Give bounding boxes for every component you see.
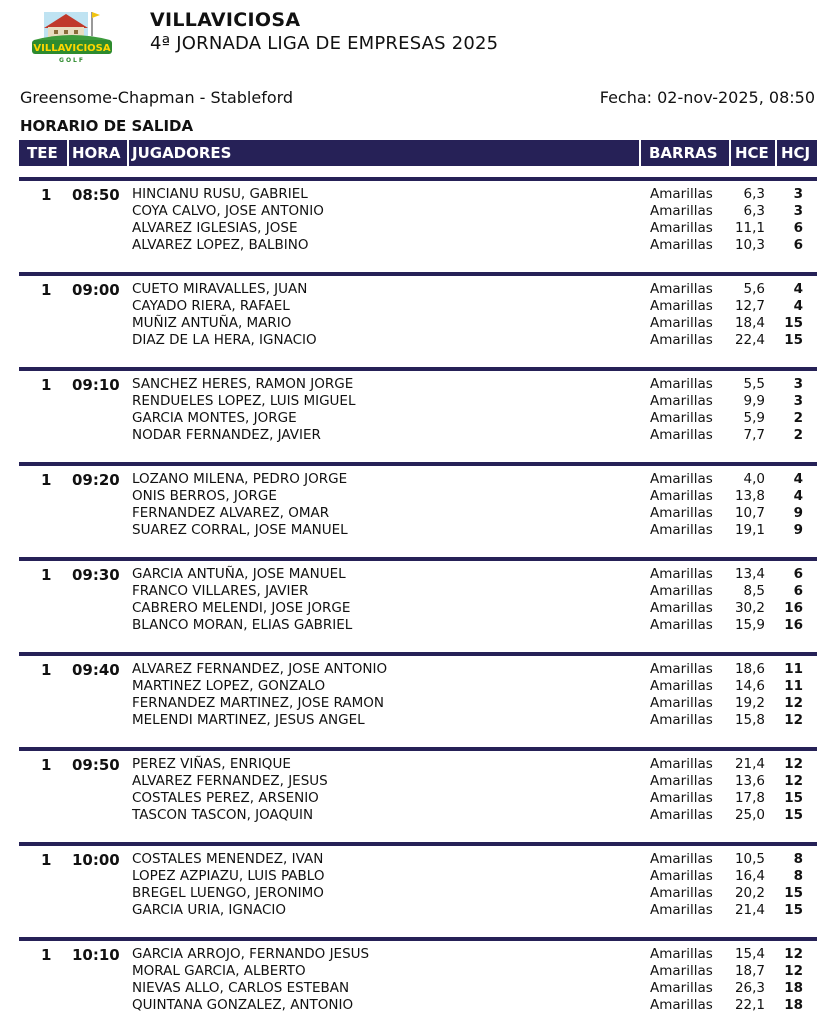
player-barras: Amarillas: [650, 963, 713, 979]
player-list: [19, 756, 817, 824]
column-separator: [127, 140, 129, 166]
player-hcj: 6: [793, 583, 803, 599]
player-name: ALVAREZ FERNANDEZ, JOSE ANTONIO: [132, 661, 388, 677]
player-row: [19, 410, 817, 427]
player-row: [19, 427, 817, 444]
group-hora: 09:50: [72, 756, 120, 774]
player-row: [19, 220, 817, 237]
column-separator: [775, 140, 777, 166]
player-barras: Amarillas: [650, 807, 713, 823]
group-hora: 09:10: [72, 376, 120, 394]
player-hcj: 3: [793, 376, 803, 392]
player-hce: 15,8: [734, 712, 765, 728]
player-hcj: 4: [793, 488, 803, 504]
player-name: MORAL GARCIA, ALBERTO: [132, 963, 306, 979]
player-barras: Amarillas: [650, 661, 713, 677]
group-hora: 08:50: [72, 186, 120, 204]
player-hcj: 3: [793, 203, 803, 219]
player-name: GARCIA MONTES, JORGE: [132, 410, 297, 426]
player-barras: Amarillas: [650, 868, 713, 884]
player-name: NIEVAS ALLO, CARLOS ESTEBAN: [132, 980, 350, 996]
player-hce: 15,4: [734, 946, 765, 962]
player-hcj: 15: [784, 315, 803, 331]
player-hcj: 12: [784, 963, 803, 979]
player-barras: Amarillas: [650, 712, 713, 728]
player-hce: 30,2: [734, 600, 765, 616]
svg-text:VILLAVICIOSA: VILLAVICIOSA: [33, 43, 111, 54]
player-barras: Amarillas: [650, 281, 713, 297]
player-hce: 26,3: [734, 980, 765, 996]
player-hce: 15,9: [734, 617, 765, 633]
player-name: CABRERO MELENDI, JOSE JORGE: [132, 600, 351, 616]
player-name: COSTALES PEREZ, ARSENIO: [132, 790, 319, 806]
club-logo: [30, 10, 114, 64]
group-hora: 09:30: [72, 566, 120, 584]
player-row: [19, 902, 817, 919]
player-hcj: 15: [784, 790, 803, 806]
player-barras: Amarillas: [650, 471, 713, 487]
group-tee: 1: [41, 851, 52, 869]
player-hce: 10,3: [734, 237, 765, 253]
player-hcj: 11: [784, 661, 803, 677]
player-hcj: 11: [784, 678, 803, 694]
player-hcj: 16: [784, 600, 803, 616]
player-hcj: 8: [793, 851, 803, 867]
player-hce: 10,7: [734, 505, 765, 521]
player-barras: Amarillas: [650, 773, 713, 789]
player-name: PEREZ VIÑAS, ENRIQUE: [132, 756, 291, 772]
player-row: [19, 583, 817, 600]
player-hce: 13,6: [734, 773, 765, 789]
player-barras: Amarillas: [650, 203, 713, 219]
player-name: GARCIA ARROJO, FERNANDO JESUS: [132, 946, 370, 962]
group-tee: 1: [41, 566, 52, 584]
group-divider: [19, 177, 817, 181]
group-hora: 10:00: [72, 851, 120, 869]
player-row: [19, 186, 817, 203]
player-hce: 11,1: [734, 220, 765, 236]
tee-times-list: [19, 177, 817, 1032]
player-row: [19, 488, 817, 505]
player-hce: 7,7: [743, 427, 765, 443]
player-hcj: 12: [784, 756, 803, 772]
group-hora: 10:10: [72, 946, 120, 964]
competition-format: Greensome-Chapman - Stableford: [20, 88, 294, 107]
player-barras: Amarillas: [650, 885, 713, 901]
player-barras: Amarillas: [650, 695, 713, 711]
player-row: [19, 315, 817, 332]
player-row: [19, 980, 817, 997]
column-separator: [729, 140, 731, 166]
player-barras: Amarillas: [650, 522, 713, 538]
player-barras: Amarillas: [650, 410, 713, 426]
player-row: [19, 505, 817, 522]
player-list: [19, 946, 817, 1014]
player-barras: Amarillas: [650, 393, 713, 409]
player-row: [19, 376, 817, 393]
tee-group: [19, 462, 817, 557]
player-name: BLANCO MORAN, ELIAS GABRIEL: [132, 617, 353, 633]
player-row: [19, 393, 817, 410]
column-header-barras: BARRAS: [649, 144, 718, 162]
player-barras: Amarillas: [650, 902, 713, 918]
player-row: [19, 963, 817, 980]
player-name: LOZANO MILENA, PEDRO JORGE: [132, 471, 348, 487]
player-hcj: 15: [784, 885, 803, 901]
player-barras: Amarillas: [650, 315, 713, 331]
player-hce: 22,4: [734, 332, 765, 348]
tee-group: [19, 367, 817, 462]
player-hce: 6,3: [743, 186, 765, 202]
player-barras: Amarillas: [650, 488, 713, 504]
column-header-hce: HCE: [735, 144, 769, 162]
tee-group: [19, 747, 817, 842]
player-name: CUETO MIRAVALLES, JUAN: [132, 281, 308, 297]
player-hce: 5,6: [743, 281, 765, 297]
player-row: [19, 790, 817, 807]
column-header-hora: HORA: [72, 144, 121, 162]
player-name: CAYADO RIERA, RAFAEL: [132, 298, 290, 314]
player-row: [19, 773, 817, 790]
player-barras: Amarillas: [650, 617, 713, 633]
player-hce: 18,4: [734, 315, 765, 331]
player-row: [19, 695, 817, 712]
player-name: FERNANDEZ MARTINEZ, JOSE RAMON: [132, 695, 384, 711]
player-row: [19, 237, 817, 254]
player-hcj: 4: [793, 298, 803, 314]
group-tee: 1: [41, 661, 52, 679]
group-hora: 09:20: [72, 471, 120, 489]
player-barras: Amarillas: [650, 237, 713, 253]
group-divider: [19, 462, 817, 466]
player-hce: 18,6: [734, 661, 765, 677]
player-list: [19, 281, 817, 349]
player-barras: Amarillas: [650, 566, 713, 582]
player-row: [19, 756, 817, 773]
column-header-jugadores: JUGADORES: [132, 144, 232, 162]
player-barras: Amarillas: [650, 376, 713, 392]
player-name: RENDUELES LOPEZ, LUIS MIGUEL: [132, 393, 356, 409]
player-hcj: 9: [793, 505, 803, 521]
player-list: [19, 851, 817, 919]
player-hce: 14,6: [734, 678, 765, 694]
player-hce: 5,9: [743, 410, 765, 426]
player-hce: 6,3: [743, 203, 765, 219]
group-tee: 1: [41, 471, 52, 489]
player-row: [19, 281, 817, 298]
player-name: FERNANDEZ ALVAREZ, OMAR: [132, 505, 330, 521]
player-hce: 21,4: [734, 756, 765, 772]
group-tee: 1: [41, 756, 52, 774]
player-name: DIAZ DE LA HERA, IGNACIO: [132, 332, 317, 348]
club-name: VILLAVICIOSA: [150, 9, 301, 31]
player-list: [19, 186, 817, 254]
player-name: SUAREZ CORRAL, JOSE MANUEL: [132, 522, 348, 538]
player-row: [19, 298, 817, 315]
player-barras: Amarillas: [650, 332, 713, 348]
player-row: [19, 522, 817, 539]
player-barras: Amarillas: [650, 505, 713, 521]
section-title: HORARIO DE SALIDA: [20, 117, 194, 135]
player-name: SANCHEZ HERES, RAMON JORGE: [132, 376, 354, 392]
player-hce: 19,1: [734, 522, 765, 538]
player-name: BREGEL LUENGO, JERONIMO: [132, 885, 324, 901]
player-row: [19, 332, 817, 349]
group-divider: [19, 842, 817, 846]
player-barras: Amarillas: [650, 583, 713, 599]
group-tee: 1: [41, 376, 52, 394]
player-row: [19, 600, 817, 617]
player-barras: Amarillas: [650, 980, 713, 996]
group-hora: 09:00: [72, 281, 120, 299]
player-row: [19, 807, 817, 824]
svg-text:GOLF: GOLF: [59, 57, 85, 64]
player-name: MELENDI MARTINEZ, JESUS ANGEL: [132, 712, 365, 728]
group-divider: [19, 557, 817, 561]
player-hce: 25,0: [734, 807, 765, 823]
player-list: [19, 566, 817, 634]
column-header-hcj: HCJ: [781, 144, 811, 162]
player-name: MARTINEZ LOPEZ, GONZALO: [132, 678, 326, 694]
player-hcj: 15: [784, 807, 803, 823]
player-hce: 10,5: [734, 851, 765, 867]
player-row: [19, 712, 817, 729]
player-hce: 21,4: [734, 902, 765, 918]
table-header: [19, 140, 817, 166]
player-name: ALVAREZ IGLESIAS, JOSE: [132, 220, 298, 236]
player-name: ONIS BERROS, JORGE: [132, 488, 277, 504]
player-hcj: 12: [784, 695, 803, 711]
player-hce: 19,2: [734, 695, 765, 711]
player-barras: Amarillas: [650, 220, 713, 236]
group-hora: 09:40: [72, 661, 120, 679]
group-divider: [19, 367, 817, 371]
player-barras: Amarillas: [650, 600, 713, 616]
player-row: [19, 946, 817, 963]
player-row: [19, 868, 817, 885]
player-hce: 12,7: [734, 298, 765, 314]
column-separator: [67, 140, 69, 166]
player-hce: 13,8: [734, 488, 765, 504]
player-hce: 16,4: [734, 868, 765, 884]
event-date: Fecha: 02-nov-2025, 08:50: [599, 88, 815, 107]
player-hcj: 12: [784, 946, 803, 962]
player-row: [19, 678, 817, 695]
player-hcj: 16: [784, 617, 803, 633]
player-hcj: 6: [793, 566, 803, 582]
player-list: [19, 376, 817, 444]
player-hcj: 15: [784, 902, 803, 918]
player-hcj: 3: [793, 186, 803, 202]
player-hcj: 4: [793, 281, 803, 297]
player-name: GARCIA ANTUÑA, JOSE MANUEL: [132, 566, 346, 582]
player-hcj: 6: [793, 237, 803, 253]
player-hcj: 8: [793, 868, 803, 884]
group-tee: 1: [41, 186, 52, 204]
player-name: QUINTANA GONZALEZ, ANTONIO: [132, 997, 354, 1013]
player-row: [19, 203, 817, 220]
column-separator: [639, 140, 641, 166]
event-name: 4ª JORNADA LIGA DE EMPRESAS 2025: [150, 33, 499, 54]
group-tee: 1: [41, 281, 52, 299]
player-hcj: 2: [793, 410, 803, 426]
player-name: COYA CALVO, JOSE ANTONIO: [132, 203, 324, 219]
player-name: MUÑIZ ANTUÑA, MARIO: [132, 315, 292, 331]
tee-group: [19, 177, 817, 272]
player-hcj: 12: [784, 773, 803, 789]
player-hce: 5,5: [743, 376, 765, 392]
player-name: ALVAREZ FERNANDEZ, JESUS: [132, 773, 328, 789]
player-row: [19, 851, 817, 868]
player-hcj: 12: [784, 712, 803, 728]
player-name: HINCIANU RUSU, GABRIEL: [132, 186, 308, 202]
player-hce: 22,1: [734, 997, 765, 1013]
player-name: LOPEZ AZPIAZU, LUIS PABLO: [132, 868, 325, 884]
player-hcj: 18: [784, 997, 803, 1013]
player-barras: Amarillas: [650, 678, 713, 694]
player-hce: 13,4: [734, 566, 765, 582]
player-row: [19, 885, 817, 902]
player-hcj: 9: [793, 522, 803, 538]
player-hcj: 4: [793, 471, 803, 487]
player-hcj: 3: [793, 393, 803, 409]
player-barras: Amarillas: [650, 790, 713, 806]
player-hce: 20,2: [734, 885, 765, 901]
player-list: [19, 471, 817, 539]
group-divider: [19, 937, 817, 941]
player-hcj: 18: [784, 980, 803, 996]
player-barras: Amarillas: [650, 946, 713, 962]
player-row: [19, 661, 817, 678]
player-hce: 4,0: [743, 471, 765, 487]
player-barras: Amarillas: [650, 186, 713, 202]
player-hcj: 6: [793, 220, 803, 236]
player-barras: Amarillas: [650, 427, 713, 443]
column-header-tee: TEE: [27, 144, 58, 162]
player-row: [19, 471, 817, 488]
tee-group: [19, 272, 817, 367]
player-name: NODAR FERNANDEZ, JAVIER: [132, 427, 321, 443]
player-hce: 8,5: [743, 583, 765, 599]
player-list: [19, 661, 817, 729]
player-name: ALVAREZ LOPEZ, BALBINO: [132, 237, 309, 253]
player-hce: 17,8: [734, 790, 765, 806]
player-name: COSTALES MENENDEZ, IVAN: [132, 851, 324, 867]
player-hce: 9,9: [743, 393, 765, 409]
player-barras: Amarillas: [650, 298, 713, 314]
player-name: TASCON TASCON, JOAQUIN: [132, 807, 314, 823]
tee-group: [19, 842, 817, 937]
player-name: GARCIA URIA, IGNACIO: [132, 902, 286, 918]
player-row: [19, 997, 817, 1014]
tee-group: [19, 557, 817, 652]
tee-group: [19, 937, 817, 1032]
group-divider: [19, 272, 817, 276]
player-hce: 18,7: [734, 963, 765, 979]
player-row: [19, 617, 817, 634]
tee-group: [19, 652, 817, 747]
group-tee: 1: [41, 946, 52, 964]
player-barras: Amarillas: [650, 851, 713, 867]
player-barras: Amarillas: [650, 997, 713, 1013]
player-hcj: 15: [784, 332, 803, 348]
player-hcj: 2: [793, 427, 803, 443]
group-divider: [19, 652, 817, 656]
player-name: FRANCO VILLARES, JAVIER: [132, 583, 309, 599]
group-divider: [19, 747, 817, 751]
player-row: [19, 566, 817, 583]
player-barras: Amarillas: [650, 756, 713, 772]
